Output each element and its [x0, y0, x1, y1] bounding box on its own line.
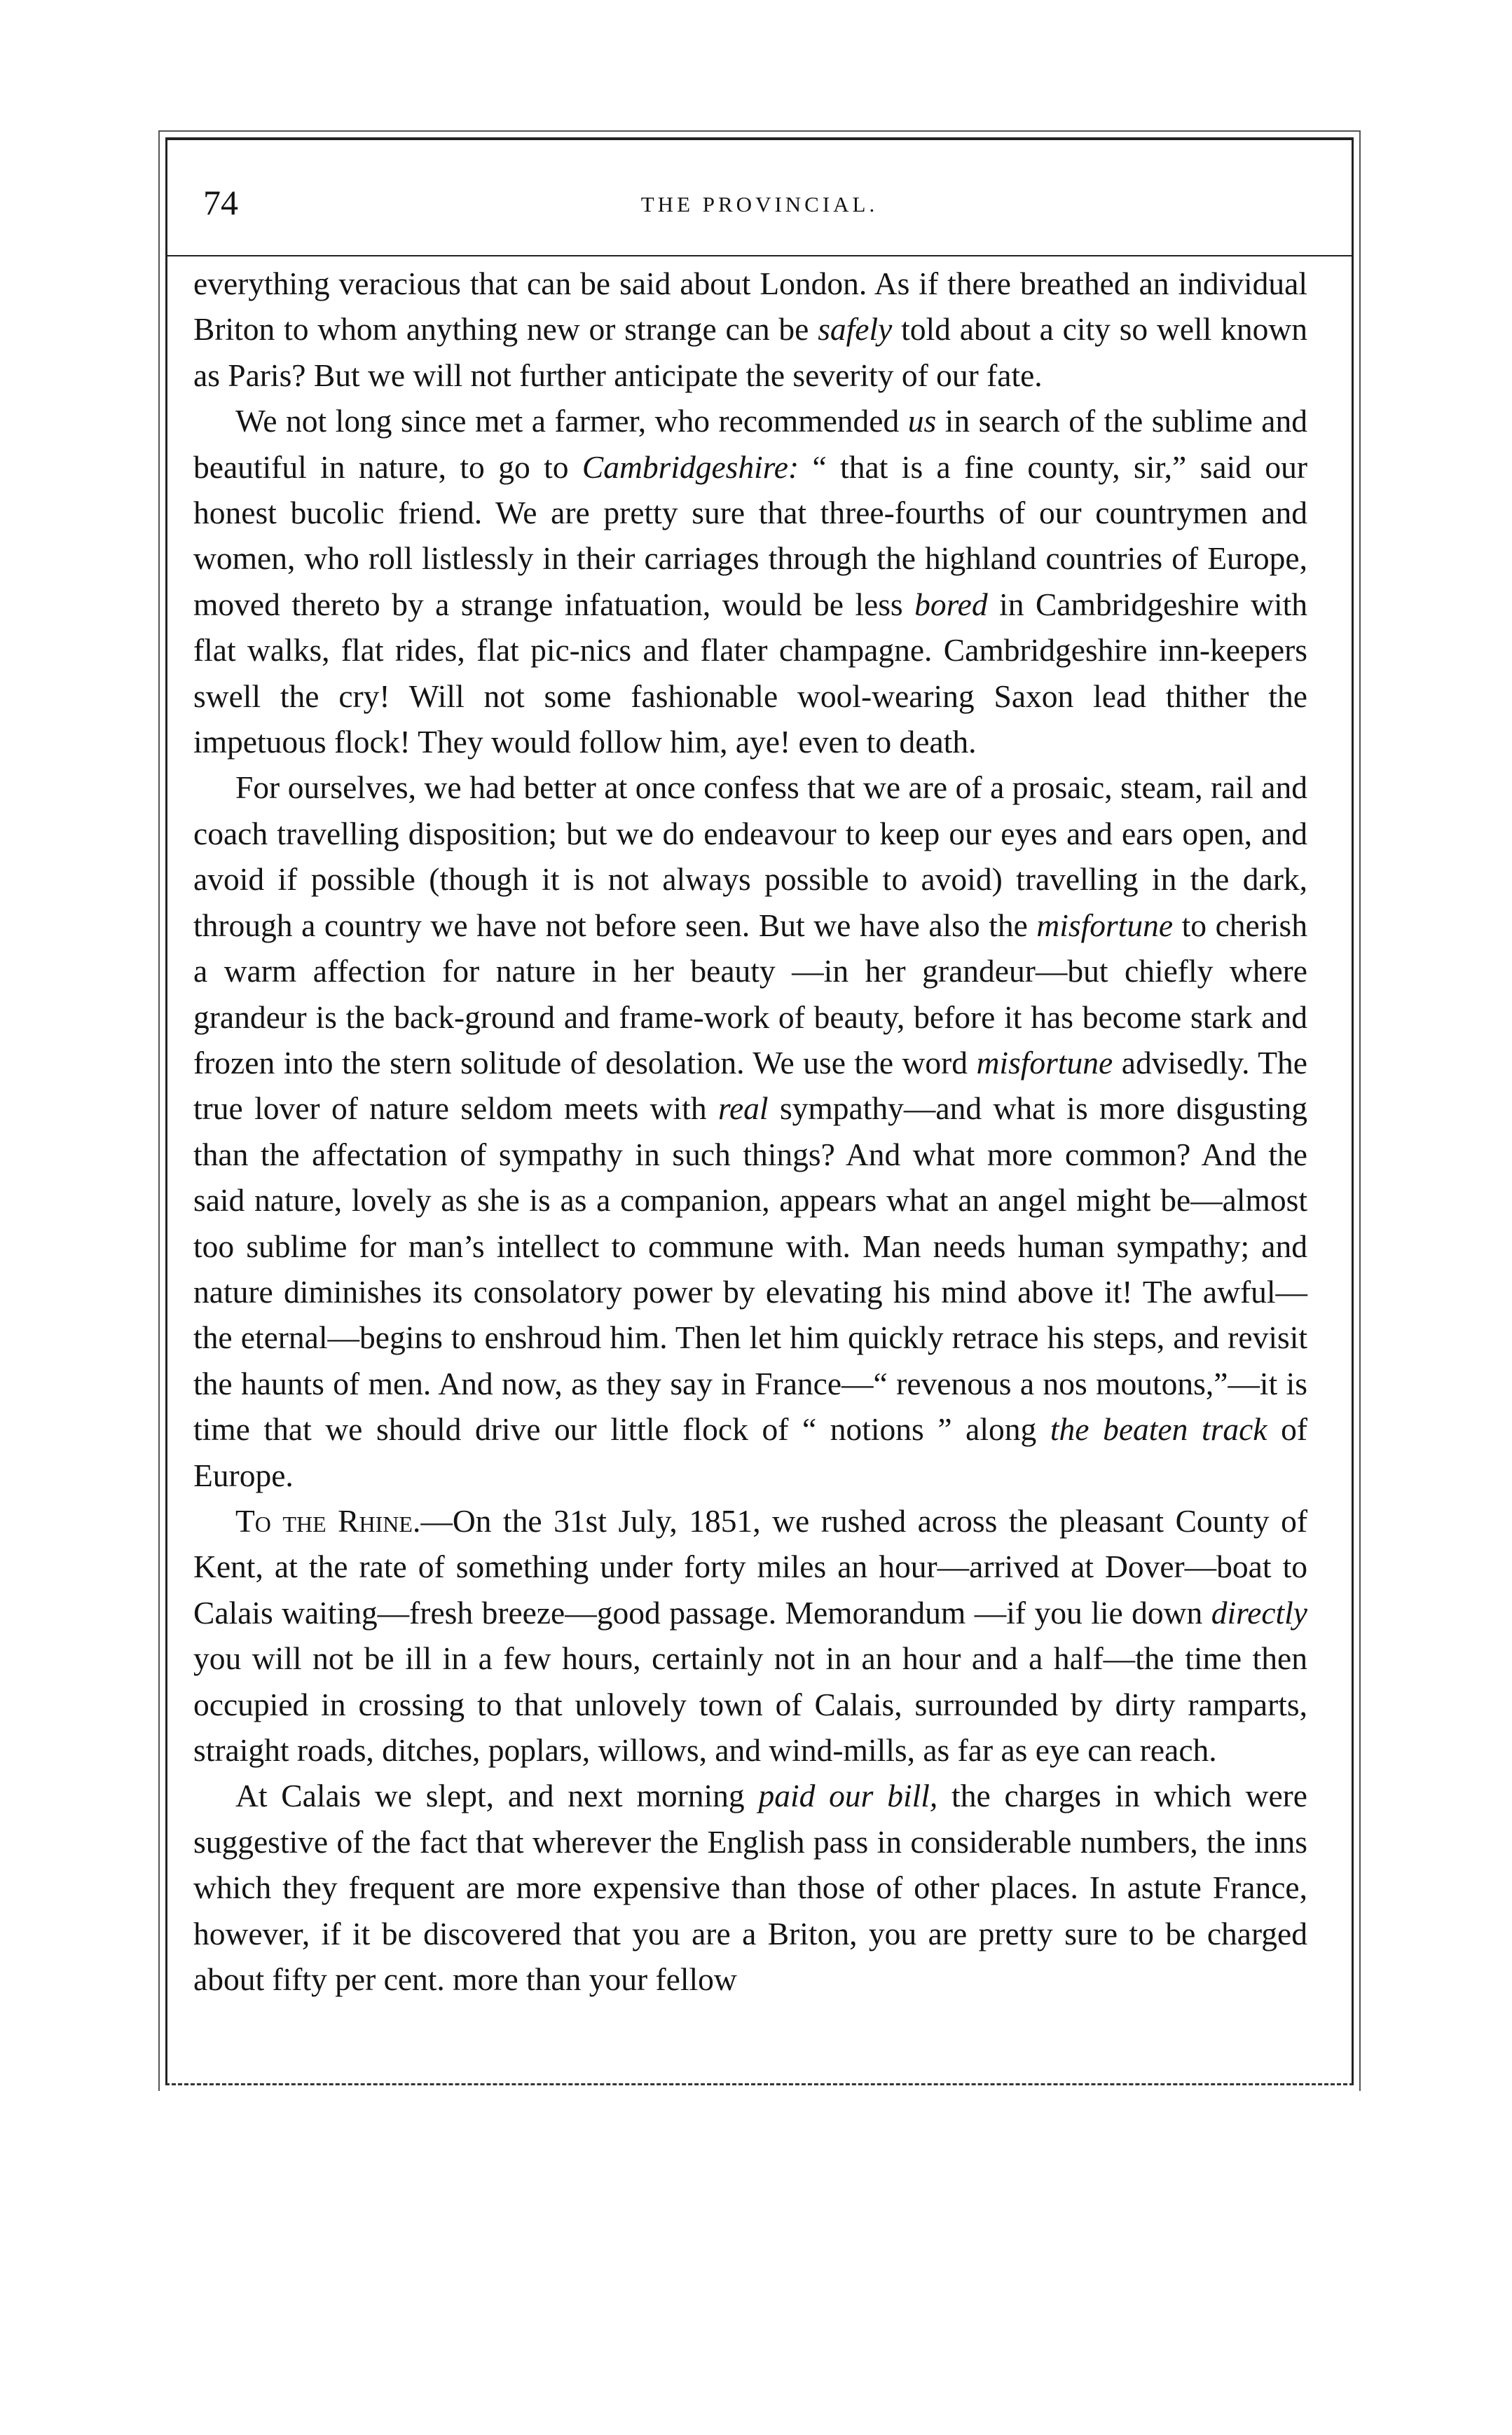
italic-text: us — [907, 403, 937, 439]
text-run: to cherish a warm affection for nature in her beauty —in her grandeur—but chiefly where grandeur is the back-ground and frame-work of beauty, before it has become stark and frozen into the stern solitude of desolation. We use the word — [193, 907, 1307, 1081]
text-run: sympathy—and what is more disgusting than the affectation of sympathy in such things? And what more common? And the said nature, lovely as she is as a companion, appears what an angel might be—almost too sublime for man’s intellect to commune with. Man needs human sympathy; and nature diminishes its consolatory power by elevating his mind above it! The awful—the eternal—begins to enshroud him. Then let him quickly retrace his steps, and revisit the haunts of men. And now, as they say in France—“ revenous a nos moutons,”—it is time that we should drive our little flock of “ notions ” along — [193, 1090, 1307, 1448]
italic-text: misfortune — [1036, 907, 1174, 943]
paragraph — [193, 261, 1307, 398]
paragraph — [193, 1773, 1307, 2002]
outer-border-left — [158, 130, 160, 2091]
text-run: “ that is a fine county, sir,” said our honest bucolic friend. We are pretty sure that three-fourths of our countrymen and women, who roll listlessly in their carriages through the highland countries of Europe, moved thereto by a strange infatuation, would be less — [193, 448, 1307, 622]
running-header — [165, 137, 1354, 256]
italic-text: bored — [914, 586, 988, 622]
section-heading: To the Rhine. — [235, 1502, 421, 1539]
italic-text: Cambridgeshire: — [582, 448, 799, 485]
text-run: told about a city so well known as Paris? But we will not further anticipate the severity of our fate. — [193, 311, 1307, 393]
page-number: 74 — [203, 183, 238, 222]
outer-border-top — [160, 130, 1359, 132]
paragraph — [193, 398, 1307, 764]
text-run: —On the 31st July, 1851, we rushed across the pleasant County of Kent, at the rate of something under forty miles an hour—arrived at Dover—boat to Calais waiting—fresh breeze—good passage. Memorandum —if you lie down — [193, 1502, 1307, 1631]
text-run: advisedly. The true lover of nature seldom meets with — [193, 1044, 1307, 1127]
text-run: the charges in which were suggestive of the fact that wherever the English pass in considerable numbers, the inns which they frequent are more expensive than those of other places. In astute France, however, if it be discovered that you are a Briton, you are pretty sure to be charged about fifty per cent. more than your fellow — [193, 1778, 1307, 1998]
text-run: everything veracious that can be said about London. As if there breathed an individual Briton to whom anything new or strange can be — [193, 266, 1307, 348]
text-run: in search of the sublime and beautiful in nature, to go to — [193, 403, 1307, 485]
italic-text: paid our bill, — [758, 1778, 938, 1814]
running-title: THE PROVINCIAL. — [640, 192, 879, 217]
paragraph — [193, 764, 1307, 1498]
outer-border-right — [1359, 130, 1361, 2091]
text-run: in Cambridgeshire with flat walks, flat rides, flat pic-nics and flater champagne. Cambridgeshire inn-keepers swell the cry! Will not some fashionable wool-wearing Saxon lead thither the impetuous flock! They would follow him, aye! even to death. — [193, 586, 1307, 760]
paragraph — [193, 1498, 1307, 1773]
italic-text: safely — [818, 311, 893, 348]
body-text — [193, 261, 1307, 2002]
text-run: you will not be ill in a few hours, certainly not in an hour and a half—the time then occupied in crossing to that unlovely town of Calais, surrounded by dirty ramparts, straight roads, ditches, poplars, willows, and wind-mills, as far as eye can reach. — [193, 1640, 1307, 1768]
text-run: At Calais we slept, and next morning — [235, 1778, 759, 1814]
italic-text: real — [717, 1090, 769, 1127]
italic-text: misfortune — [976, 1044, 1113, 1081]
text-run: of Europe. — [193, 1411, 1308, 1493]
italic-text: directly — [1211, 1594, 1307, 1631]
text-run: We not long since met a farmer, who recommended — [235, 403, 908, 439]
italic-text: the beaten track — [1050, 1411, 1267, 1448]
text-run: For ourselves, we had better at once confess that we are of a prosaic, steam, rail and coach travelling disposition; but we do endeavour to keep our eyes and ears open, and avoid if possible (though it is not always possible to avoid) travelling in the dark, through a country we have not before seen. But we have also the — [193, 769, 1307, 943]
